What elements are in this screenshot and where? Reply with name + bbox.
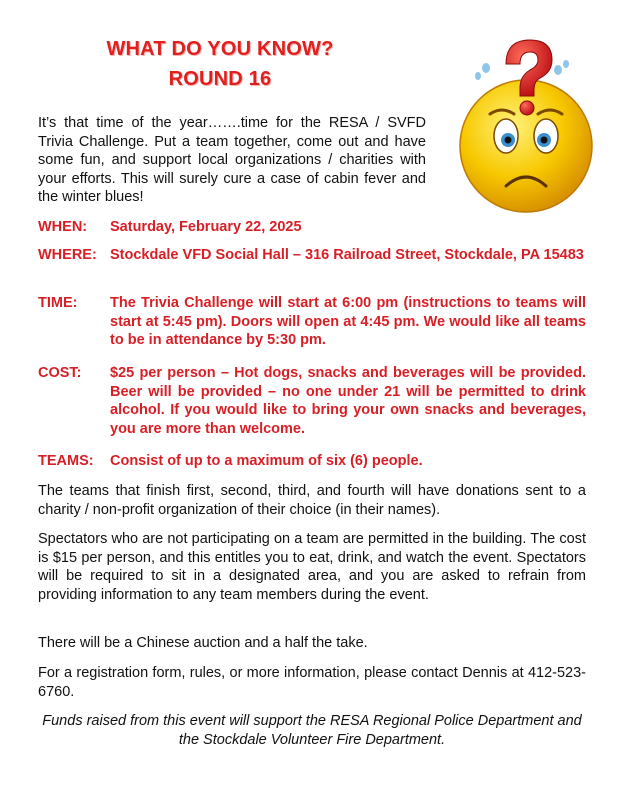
contact-paragraph: For a registration form, rules, or more information, please contact Dennis at 412-523-6760. (38, 665, 586, 700)
time-value: The Trivia Challenge will start at 6:00 pm (instructions to teams will start at 5:45 pm). Doors will open at 4:45 pm. We would like all teams to be in attendance by 5:30 pm. (110, 295, 586, 348)
cost-value: $25 per person – Hot dogs, snacks and beverages will be provided. Beer will be provided – no one under 21 will be permitted to drink alcohol. If you would like to bring your own snacks and beverages, you are more than welcome. (110, 365, 586, 437)
confused-face-question-mark-icon (448, 36, 608, 216)
footer-note: Funds raised from this event will support the RESA Regional Police Department and the Stockdale Volunteer Fire Department. (42, 713, 582, 748)
time-label: TIME: (38, 295, 78, 311)
donations-paragraph: The teams that finish first, second, third, and fourth will have donations sent to a charity / non-profit organization of their choice (in their names). (38, 483, 586, 518)
flyer-title: WHAT DO YOU KNOW? (106, 38, 334, 60)
flyer-subtitle-round: ROUND 16 (168, 68, 272, 90)
where-label: WHERE: (38, 247, 97, 263)
auction-paragraph: There will be a Chinese auction and a half the take. (38, 635, 368, 651)
intro-paragraph: It’s that time of the year…….time for the RESA / SVFD Trivia Challenge. Put a team together, come out and have some fun, and support local organizations / charities with your efforts. This will surely cure a case of cabin fever and the winter blues! (38, 115, 426, 205)
where-value: Stockdale VFD Social Hall – 316 Railroad Street, Stockdale, PA 15483 (110, 247, 584, 263)
when-label: WHEN: (38, 219, 88, 235)
when-value: Saturday, February 22, 2025 (110, 219, 302, 235)
spectators-paragraph: Spectators who are not participating on a team are permitted in the building. The cost is $15 per person, and this entitles you to eat, drink, and watch the event. Spectators will be required to sit in a designated area, and you are asked to refrain from providing information to any team members during the event. (38, 531, 586, 603)
cost-label: COST: (38, 365, 82, 381)
teams-label: TEAMS: (38, 453, 94, 469)
teams-value: Consist of up to a maximum of six (6) people. (110, 453, 423, 469)
